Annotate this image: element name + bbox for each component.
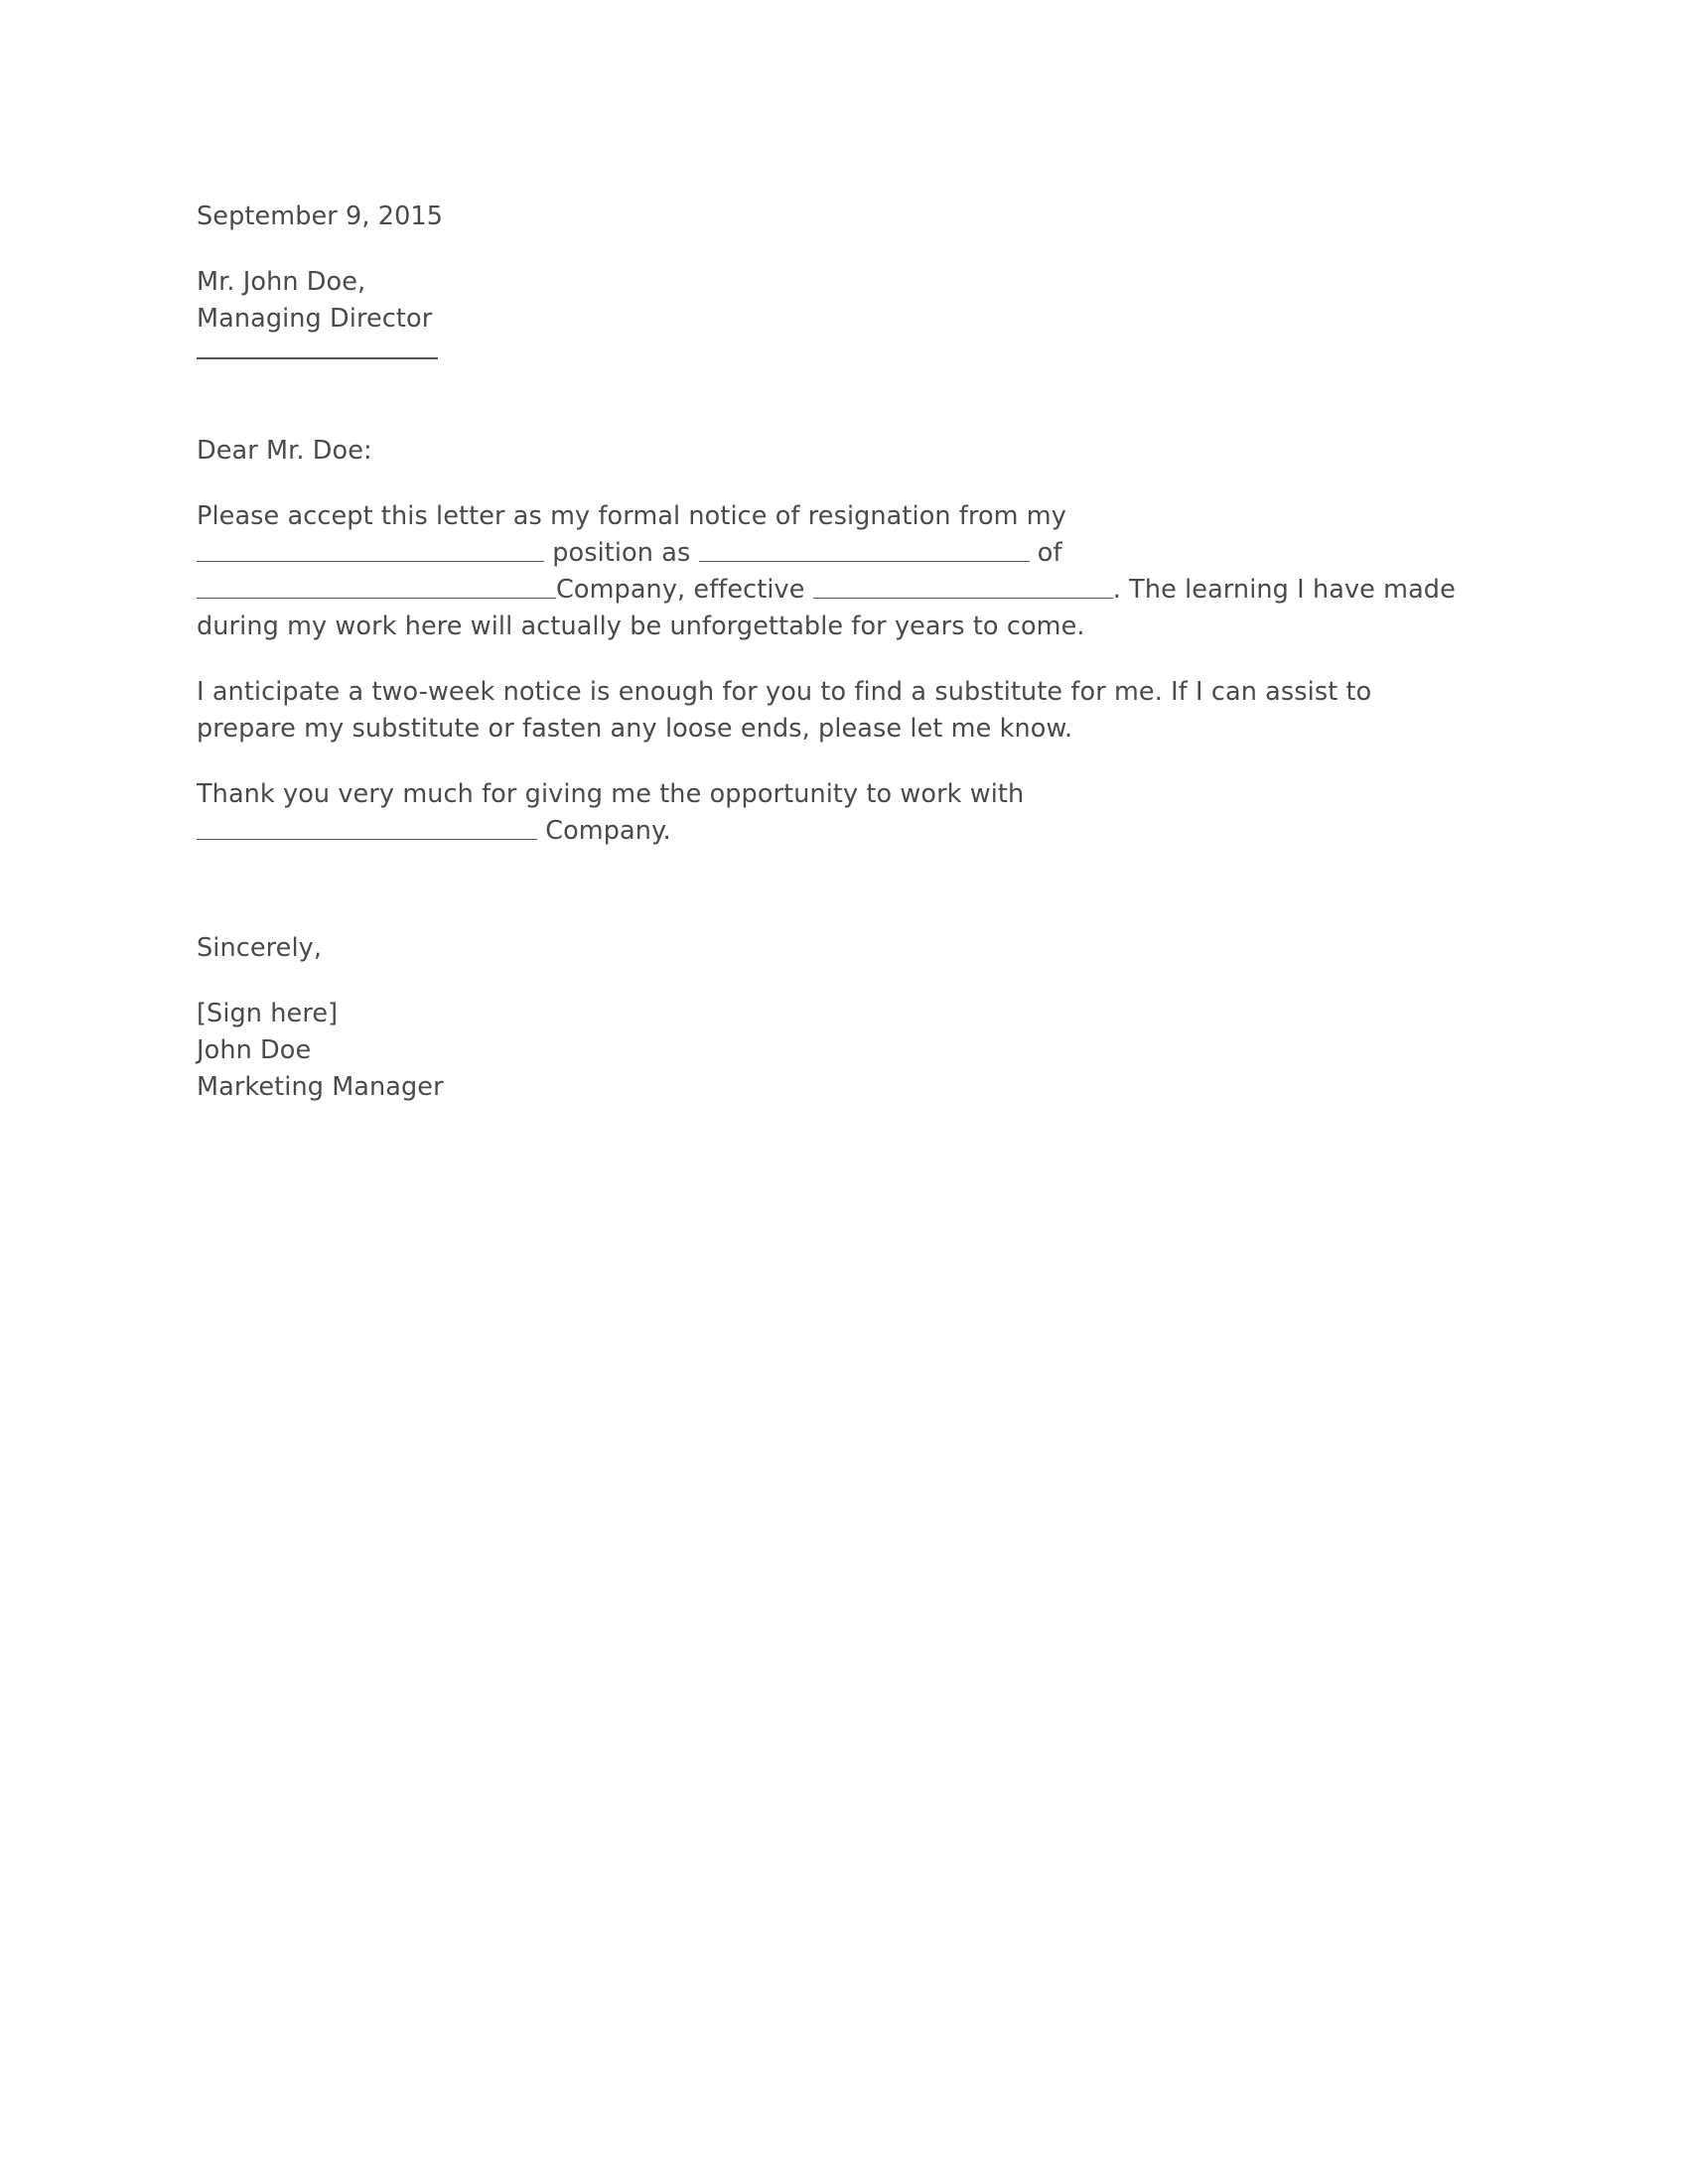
recipient-title: Managing Director: [197, 304, 433, 334]
paragraph3-segment-2: Company.: [537, 816, 671, 846]
signer-name: John Doe: [197, 1035, 312, 1065]
signature-block: [197, 996, 1477, 1106]
recipient-address-blank[interactable]: [197, 357, 438, 359]
spacer-before-closing: [197, 879, 1477, 930]
paragraph3-segment-1: Thank you very much for giving me the opportunity to work with: [197, 779, 1025, 809]
paragraph1-segment-2: position as: [544, 538, 699, 568]
paragraph1-segment-3: of: [1029, 538, 1070, 568]
paragraph-thanks: [197, 776, 1477, 850]
recipient-name: Mr. John Doe,: [197, 267, 366, 297]
paragraph-resignation: [197, 498, 1477, 645]
paragraph-notice-period: I anticipate a two-week notice is enough for you to find a substitute for me. If I can assist to prepare my substitute or fasten any loose ends, please let me know.: [197, 677, 1380, 744]
paragraph1-segment-5: . The learning I have made during my work here will actually be unforgettable for years to come.: [197, 575, 1465, 641]
letter-body: [197, 199, 1477, 1106]
letter-date: September 9, 2015: [197, 202, 444, 231]
closing-salutation: Sincerely,: [197, 933, 323, 963]
recipient-block: [197, 264, 1477, 359]
paragraph1-segment-4: Company, effective: [556, 575, 813, 605]
sign-here-placeholder[interactable]: [Sign here]: [197, 999, 339, 1028]
blank-position-department[interactable]: [197, 540, 544, 562]
salutation: Dear Mr. Doe:: [197, 436, 372, 466]
blank-company-name-closing[interactable]: [197, 818, 537, 840]
blank-company-name[interactable]: [197, 577, 556, 599]
paragraph1-segment-1: Please accept this letter as my formal notice of resignation from my: [197, 501, 1066, 531]
signer-title: Marketing Manager: [197, 1072, 444, 1102]
blank-position-title[interactable]: [699, 540, 1030, 562]
blank-effective-date[interactable]: [813, 577, 1113, 599]
spacer-after-address: [197, 363, 1477, 433]
